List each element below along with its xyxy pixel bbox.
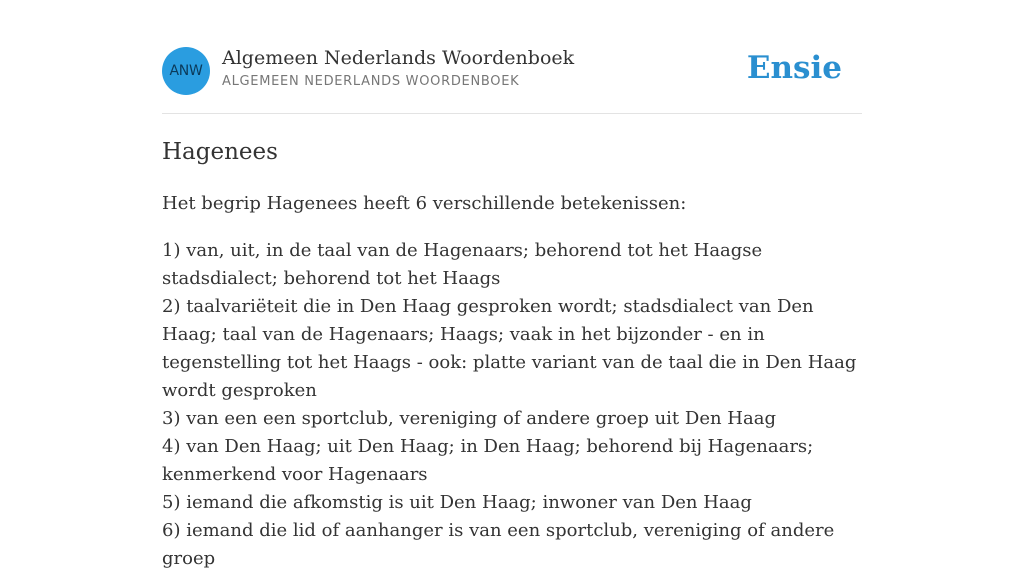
source-title[interactable]: Algemeen Nederlands Woordenboek <box>222 47 575 69</box>
brand-logo[interactable]: Ensie <box>746 50 842 86</box>
entry-intro: Het begrip Hagenees heeft 6 verschillende betekenissen: <box>162 193 687 214</box>
definition-item: 6) iemand die lid of aanhanger is van een sportclub, vereniging of andere groep <box>162 520 835 569</box>
source-subtitle: ALGEMEEN NEDERLANDS WOORDENBOEK <box>222 74 520 89</box>
definition-item: 4) van Den Haag; uit Den Haag; in Den Haag; behorend bij Hagenaars; kenmerkend voor Hagenaars <box>162 436 814 485</box>
definition-item: 3) van een een sportclub, vereniging of andere groep uit Den Haag <box>162 408 776 429</box>
definition-item: 5) iemand die afkomstig is uit Den Haag; inwoner van Den Haag <box>162 492 752 513</box>
definition-item: 1) van, uit, in de taal van de Hagenaars; behorend tot het Haagse stadsdialect; behorend tot het Haags <box>162 240 763 289</box>
source-header <box>162 45 862 97</box>
entry-term: Hagenees <box>162 139 278 165</box>
definition-item: 2) taalvariëteit die in Den Haag gesproken wordt; stadsdialect van Den Haag; taal van de Hagenaars; Haags; vaak in het bijzonder - en in tegenstelling tot het Haags - ook: platte variant van de taal die in Den Haag wordt gesproken <box>162 296 857 401</box>
source-logo[interactable]: ANW <box>162 47 210 95</box>
header-divider <box>162 113 862 114</box>
definition-list <box>162 237 862 573</box>
page-content <box>162 0 862 569</box>
